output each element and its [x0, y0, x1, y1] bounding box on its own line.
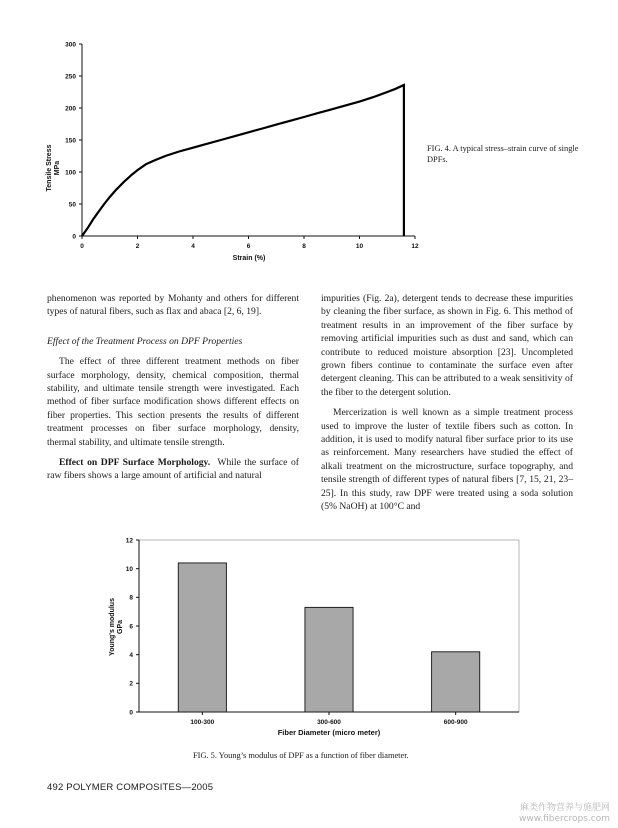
fig4-x-tick-label: 0: [80, 243, 84, 250]
fig5-y-label-line-2: GPa: [117, 619, 124, 635]
fig5-y-label: [109, 598, 124, 656]
fig4-y-tick-label: 100: [65, 169, 76, 177]
fig4-x-tick-label: 2: [135, 243, 140, 250]
left-paragraph-2: The effect of three different treatment methods on fiber surface morphology, density, chemical composition, thermal stability, and ultimate tensile strength were investigated. Each method of fiber surface modification shows different effects on fiber properties. This section presents the results of different treatment processes on fiber surface morphology, density, thermal stability, and ultimate tensile strength.: [47, 356, 299, 448]
left-paragraph-3: [47, 456, 299, 483]
watermark-line-2: www.fibercrops.com: [519, 814, 610, 824]
fig5-y-tick-label: 6: [129, 623, 133, 631]
section-heading: Effect of the Treatment Process on DPF Properties: [47, 335, 243, 347]
fig5-x-tick-label: 300-600: [317, 719, 341, 726]
left-paragraph-1: phenomenon was reported by Mohanty and others for different types of natural fibers, such as flax and abaca [2, 6, 19].: [47, 293, 299, 318]
fig4-y-axis-label-group: [46, 144, 61, 191]
watermark: [440, 803, 610, 825]
fig5-y-tick-label: 4: [129, 651, 133, 659]
fig5-caption: FIG. 5. Young’s modulus of DPF as a function of fiber diameter.: [193, 751, 409, 760]
fig4-y-label: [46, 144, 61, 191]
fig4-x-tick-label: 8: [302, 243, 306, 250]
fig4-ticks: [65, 41, 419, 250]
fig5-x-tick-label: 600-900: [443, 719, 468, 726]
subsection-heading: Effect on DPF Surface Morphology.: [59, 457, 211, 469]
fig5-bar: [305, 607, 353, 712]
fig4-x-label: Strain (%): [232, 255, 266, 262]
fig5-x-label: Fiber Diameter (micro meter): [277, 728, 381, 737]
fig4-x-tick-label: 4: [191, 243, 195, 250]
fig5-chart: [96, 532, 526, 747]
fig4-y-tick-label: 0: [72, 233, 76, 241]
left-paragraph-3-text: While the surface of raw fibers shows a large amount of artificial and natural: [47, 457, 299, 482]
fig5-y-axis-label-group: [109, 598, 124, 656]
watermark-line-1: 麻类作物营养与施肥网: [519, 803, 610, 813]
page-footer: 492 POLYMER COMPOSITES—2005: [47, 782, 214, 793]
fig4-y-tick-label: 300: [65, 41, 76, 49]
fig4-y-tick-label: 150: [65, 137, 76, 145]
fig4-y-label-line-2: MPa: [54, 160, 61, 176]
fig5-y-tick-label: 2: [129, 680, 133, 688]
right-column: [321, 292, 573, 514]
fig4-x-tick-label: 6: [246, 243, 251, 250]
right-paragraph-1: impurities (Fig. 2a), detergent tends to decrease these impurities by cleaning the fiber surface, as shown in Fig. 6. This method of treatment results in an improvement of the fiber surface by removing artificial impurities such as dust and sand, which can contribute to reduced moisture absorption [23]. Uncompleted grown fibers continue to contaminate the surface even after detergent cleaning. This can be attributed to a weak sensitivity of the fiber to the detergent solution.: [321, 293, 573, 398]
fig5-x-tick-label: 100-300: [190, 719, 215, 726]
fig4-caption: FIG. 4. A typical stress–strain curve of single DPFs.: [427, 144, 579, 164]
fig4-x-tick-label: 12: [411, 243, 419, 250]
fig5-bar: [178, 563, 226, 712]
fig4-series-line: [82, 85, 404, 236]
fig4-y-tick-label: 250: [65, 73, 76, 81]
left-column: [47, 292, 299, 483]
fig5-y-tick-label: 0: [129, 709, 133, 717]
fig5-y-label-line-1: Young's modulus: [109, 598, 116, 656]
fig4-chart: [40, 38, 420, 268]
right-paragraph-2: Mercerization is well known as a simple treatment process used to improve the luster of textile fibers such as cotton. In addition, it is used to modify natural fiber surface prior to its use as reinforcement. Many researchers have studied the effect of alkali treatment on the microstructure, surface topography, and tensile strength of different types of natural fibers [7, 15, 21, 23–25]. In this study, raw DPF were treated using a soda solution (5% NaOH) at 100°C and: [321, 407, 573, 513]
fig5-y-tick-label: 10: [125, 565, 133, 573]
fig4-y-label-line-1: Tensile Stress: [46, 144, 53, 192]
fig4-x-tick-label: 10: [355, 243, 364, 250]
fig5-y-tick-label: 8: [129, 594, 133, 602]
fig4-y-tick-label: 200: [65, 105, 76, 113]
fig4-y-tick-label: 50: [68, 201, 76, 209]
fig5-bar: [432, 652, 480, 712]
fig5-y-tick-label: 12: [125, 537, 133, 545]
